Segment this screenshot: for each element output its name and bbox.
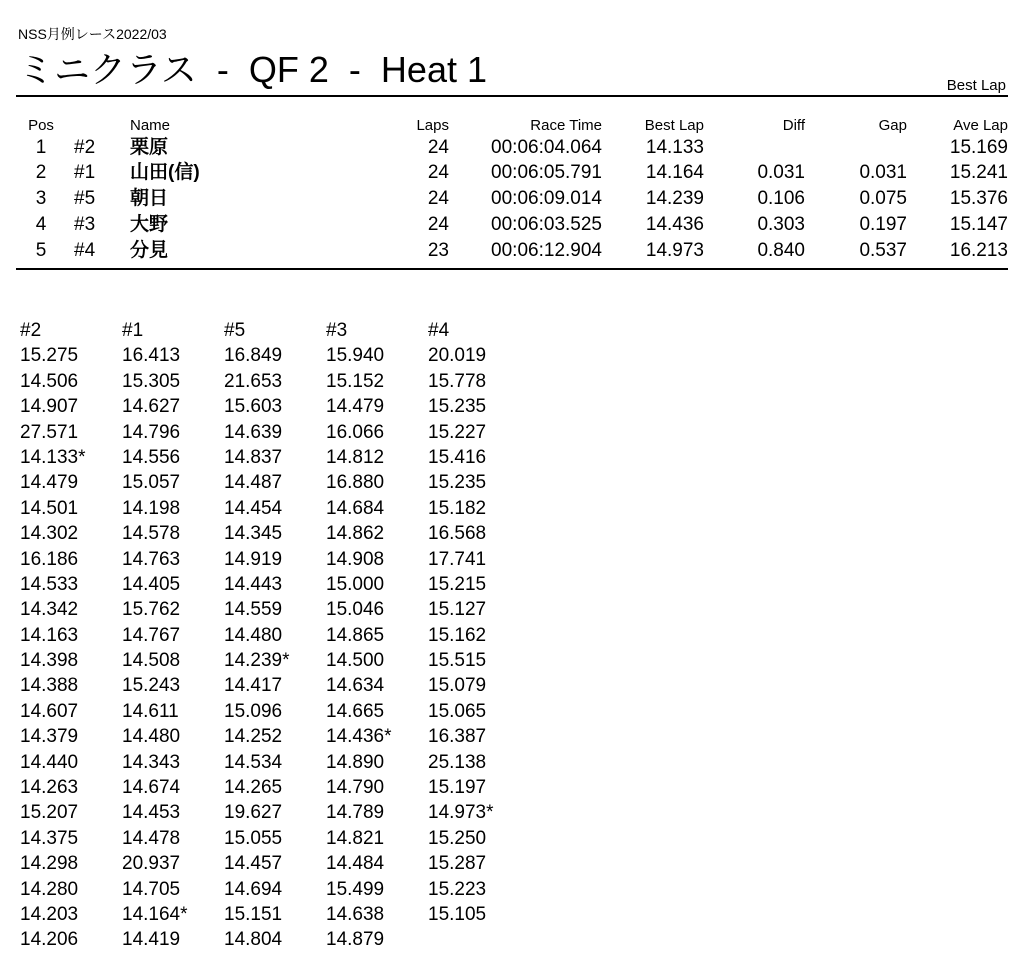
lap-time: 14.763 [122, 548, 181, 570]
result-ave-lap: 16.213 [949, 240, 1008, 261]
result-row [16, 136, 1008, 160]
lap-time: 27.571 [20, 421, 79, 443]
lap-time: 14.239* [224, 650, 290, 672]
result-best-lap: 14.239 [645, 188, 704, 209]
result-diff: 0.031 [757, 162, 805, 183]
lap-time: 14.627 [122, 396, 181, 418]
lap-time: 14.506 [20, 370, 79, 392]
lap-time: 14.480 [122, 726, 181, 748]
lap-time: 14.133* [20, 446, 86, 468]
result-row [16, 212, 1008, 238]
result-laps: 24 [427, 214, 449, 235]
lap-time: 20.937 [122, 853, 181, 875]
lap-time: 14.789 [326, 802, 385, 824]
result-laps: 23 [427, 240, 449, 261]
lap-time: 15.000 [326, 573, 385, 595]
lap-time: 14.611 [122, 700, 179, 722]
lap-time: 14.796 [122, 421, 181, 443]
result-ave-lap: 15.376 [949, 188, 1008, 209]
lap-time: 14.479 [326, 396, 385, 418]
col-header-pos: Pos [28, 117, 54, 134]
lap-time: 15.227 [428, 421, 487, 443]
lap-time: 15.235 [428, 472, 487, 494]
lap-time: 15.287 [428, 853, 487, 875]
col-header-ave-lap: Ave Lap [953, 117, 1008, 134]
lap-time: 14.705 [122, 878, 181, 900]
result-race-time: 00:06:05.791 [491, 162, 602, 183]
lap-time: 15.046 [326, 599, 385, 621]
lap-times-column-header: #1 [122, 320, 144, 341]
lap-times-column-header: #2 [20, 320, 42, 341]
lap-time: 15.151 [224, 903, 283, 925]
lap-time: 14.638 [326, 903, 385, 925]
lap-time: 14.919 [224, 548, 283, 570]
lap-time: 15.207 [20, 802, 79, 824]
page-title: ミニクラス - QF 2 - Heat 1 [18, 49, 487, 90]
result-pos: 2 [35, 162, 47, 183]
lap-time: 16.568 [428, 523, 487, 545]
lap-time: 16.387 [428, 726, 487, 748]
lap-time: 15.235 [428, 396, 487, 418]
lap-time: 14.436* [326, 726, 392, 748]
lap-time: 14.263 [20, 777, 79, 799]
result-laps: 24 [427, 162, 449, 183]
lap-time: 16.413 [122, 345, 181, 367]
lap-time: 15.182 [428, 497, 487, 519]
lap-time: 14.379 [20, 726, 79, 748]
lap-time: 15.079 [428, 675, 487, 697]
lap-time: 15.778 [428, 370, 487, 392]
lap-time: 14.500 [326, 650, 385, 672]
lap-time: 14.298 [20, 853, 79, 875]
result-pos: 1 [35, 137, 47, 158]
result-ave-lap: 15.147 [949, 214, 1008, 235]
result-pos: 5 [35, 240, 47, 261]
results-table [16, 116, 1008, 264]
lap-time: 14.484 [326, 853, 385, 875]
result-diff: 0.303 [757, 214, 805, 235]
lap-time: 14.457 [224, 853, 283, 875]
lap-time: 20.019 [428, 345, 487, 367]
col-header-race-time: Race Time [530, 117, 602, 134]
lap-times-grid [20, 318, 530, 953]
results-header-row [16, 116, 1008, 136]
lap-time: 14.665 [326, 700, 385, 722]
results-divider [16, 268, 1008, 270]
result-kart-number: #1 [74, 162, 96, 183]
lap-time: 25.138 [428, 751, 487, 773]
event-name: NSS月例レース2022/03 [18, 26, 167, 42]
result-diff [704, 136, 805, 160]
lap-time: 14.487 [224, 472, 283, 494]
lap-time: 14.907 [20, 396, 79, 418]
lap-times-column [20, 318, 122, 953]
lap-times-column [428, 318, 530, 953]
result-ave-lap: 15.169 [949, 137, 1008, 158]
lap-time: 14.203 [20, 903, 79, 925]
lap-time: 14.302 [20, 523, 79, 545]
lap-time: 14.417 [224, 675, 283, 697]
result-gap: 0.031 [859, 162, 907, 183]
lap-time: 14.694 [224, 878, 283, 900]
lap-time: 15.215 [428, 573, 487, 595]
lap-time: 14.280 [20, 878, 79, 900]
lap-time: 16.880 [326, 472, 385, 494]
result-race-time: 00:06:12.904 [491, 240, 602, 261]
lap-time: 14.559 [224, 599, 283, 621]
lap-time: 15.162 [428, 624, 487, 646]
result-best-lap: 14.436 [645, 214, 704, 235]
result-best-lap: 14.133 [645, 137, 704, 158]
lap-times-column-header: #5 [224, 320, 246, 341]
result-gap [805, 136, 907, 160]
lap-time: 14.454 [224, 497, 283, 519]
lap-time: 15.127 [428, 599, 487, 621]
lap-time: 16.066 [326, 421, 385, 443]
result-gap: 0.075 [859, 188, 907, 209]
result-driver-name: 朝日 [130, 188, 169, 209]
lap-time: 14.453 [122, 802, 181, 824]
lap-time: 15.762 [122, 599, 181, 621]
best-lap-label: Best Lap [946, 77, 1006, 94]
result-ave-lap: 15.241 [949, 162, 1008, 183]
result-kart-number: #5 [74, 188, 96, 209]
lap-time: 14.501 [20, 497, 79, 519]
lap-time: 15.223 [428, 878, 487, 900]
lap-time: 14.804 [224, 929, 283, 951]
lap-time: 15.250 [428, 827, 487, 849]
result-kart-number: #3 [74, 214, 96, 235]
lap-time: 14.533 [20, 573, 79, 595]
col-header-laps: Laps [416, 117, 449, 134]
lap-time: 14.443 [224, 573, 283, 595]
result-gap: 0.197 [859, 214, 907, 235]
result-row [16, 160, 1008, 186]
result-kart-number: #4 [74, 240, 96, 261]
result-kart-number: #2 [74, 137, 96, 158]
lap-time: 16.186 [20, 548, 79, 570]
result-row [16, 186, 1008, 212]
col-header-name: Name [130, 117, 171, 134]
col-header-number [66, 116, 130, 136]
header-divider [16, 95, 1008, 97]
result-race-time: 00:06:04.064 [491, 137, 602, 158]
result-diff: 0.106 [757, 188, 805, 209]
lap-time: 14.163 [20, 624, 79, 646]
lap-time: 14.578 [122, 523, 181, 545]
lap-time: 14.890 [326, 751, 385, 773]
lap-time: 14.479 [20, 472, 79, 494]
lap-times-column [326, 318, 428, 953]
result-driver-name: 分見 [130, 240, 169, 261]
lap-time: 19.627 [224, 802, 283, 824]
lap-time: 15.055 [224, 827, 283, 849]
lap-time: 14.164* [122, 903, 188, 925]
lap-time: 14.198 [122, 497, 181, 519]
lap-time: 15.275 [20, 345, 79, 367]
lap-time: 14.345 [224, 523, 283, 545]
col-header-diff: Diff [782, 117, 805, 134]
lap-time: 14.206 [20, 929, 79, 951]
lap-time: 14.342 [20, 599, 79, 621]
lap-time: 14.790 [326, 777, 385, 799]
lap-time: 15.603 [224, 396, 283, 418]
lap-time: 14.812 [326, 446, 385, 468]
lap-time: 15.197 [428, 777, 487, 799]
result-race-time: 00:06:03.525 [491, 214, 602, 235]
lap-time: 15.152 [326, 370, 385, 392]
lap-time: 15.940 [326, 345, 385, 367]
lap-time: 21.653 [224, 370, 283, 392]
result-driver-name: 栗原 [130, 137, 169, 158]
lap-time: 17.741 [428, 548, 487, 570]
lap-time: 15.416 [428, 446, 487, 468]
lap-time: 14.634 [326, 675, 385, 697]
lap-time: 14.862 [326, 523, 385, 545]
lap-times-column [122, 318, 224, 953]
result-pos: 3 [35, 188, 47, 209]
result-gap: 0.537 [859, 240, 907, 261]
lap-time: 14.534 [224, 751, 283, 773]
lap-time: 14.508 [122, 650, 181, 672]
lap-time: 14.607 [20, 700, 79, 722]
lap-time: 15.065 [428, 700, 487, 722]
lap-time: 14.375 [20, 827, 79, 849]
lap-time: 14.556 [122, 446, 181, 468]
lap-time: 15.305 [122, 370, 181, 392]
result-laps: 24 [427, 188, 449, 209]
lap-time: 14.908 [326, 548, 385, 570]
lap-time: 14.865 [326, 624, 385, 646]
lap-time: 15.096 [224, 700, 283, 722]
lap-time: 14.879 [326, 929, 385, 951]
lap-time: 14.767 [122, 624, 181, 646]
result-race-time: 00:06:09.014 [491, 188, 602, 209]
lap-time: 14.480 [224, 624, 283, 646]
lap-time: 14.252 [224, 726, 283, 748]
lap-time: 14.639 [224, 421, 283, 443]
lap-times-column-header: #4 [428, 320, 450, 341]
lap-time: 15.515 [428, 650, 487, 672]
result-driver-name: 大野 [130, 214, 169, 235]
lap-time: 16.849 [224, 345, 283, 367]
col-header-best-lap: Best Lap [644, 117, 704, 134]
lap-time: 15.105 [428, 903, 487, 925]
lap-time: 14.388 [20, 675, 79, 697]
lap-time: 14.821 [326, 827, 385, 849]
lap-time: 14.398 [20, 650, 79, 672]
lap-time: 15.499 [326, 878, 385, 900]
result-best-lap: 14.164 [645, 162, 704, 183]
lap-time: 14.478 [122, 827, 181, 849]
lap-time: 14.837 [224, 446, 283, 468]
result-diff: 0.840 [757, 240, 805, 261]
lap-time: 14.405 [122, 573, 181, 595]
lap-time: 14.684 [326, 497, 385, 519]
lap-times-column-header: #3 [326, 320, 348, 341]
result-row [16, 238, 1008, 264]
lap-time: 15.243 [122, 675, 181, 697]
lap-times-column [224, 318, 326, 953]
lap-time: 14.674 [122, 777, 181, 799]
lap-time: 14.265 [224, 777, 283, 799]
result-pos: 4 [35, 214, 47, 235]
lap-time: 14.440 [20, 751, 79, 773]
result-laps: 24 [427, 137, 449, 158]
lap-time: 14.419 [122, 929, 181, 951]
result-best-lap: 14.973 [645, 240, 704, 261]
result-driver-name: 山田(信) [130, 162, 200, 183]
lap-time: 14.973* [428, 802, 494, 824]
lap-time: 14.343 [122, 751, 181, 773]
lap-time: 15.057 [122, 472, 181, 494]
col-header-gap: Gap [878, 117, 907, 134]
